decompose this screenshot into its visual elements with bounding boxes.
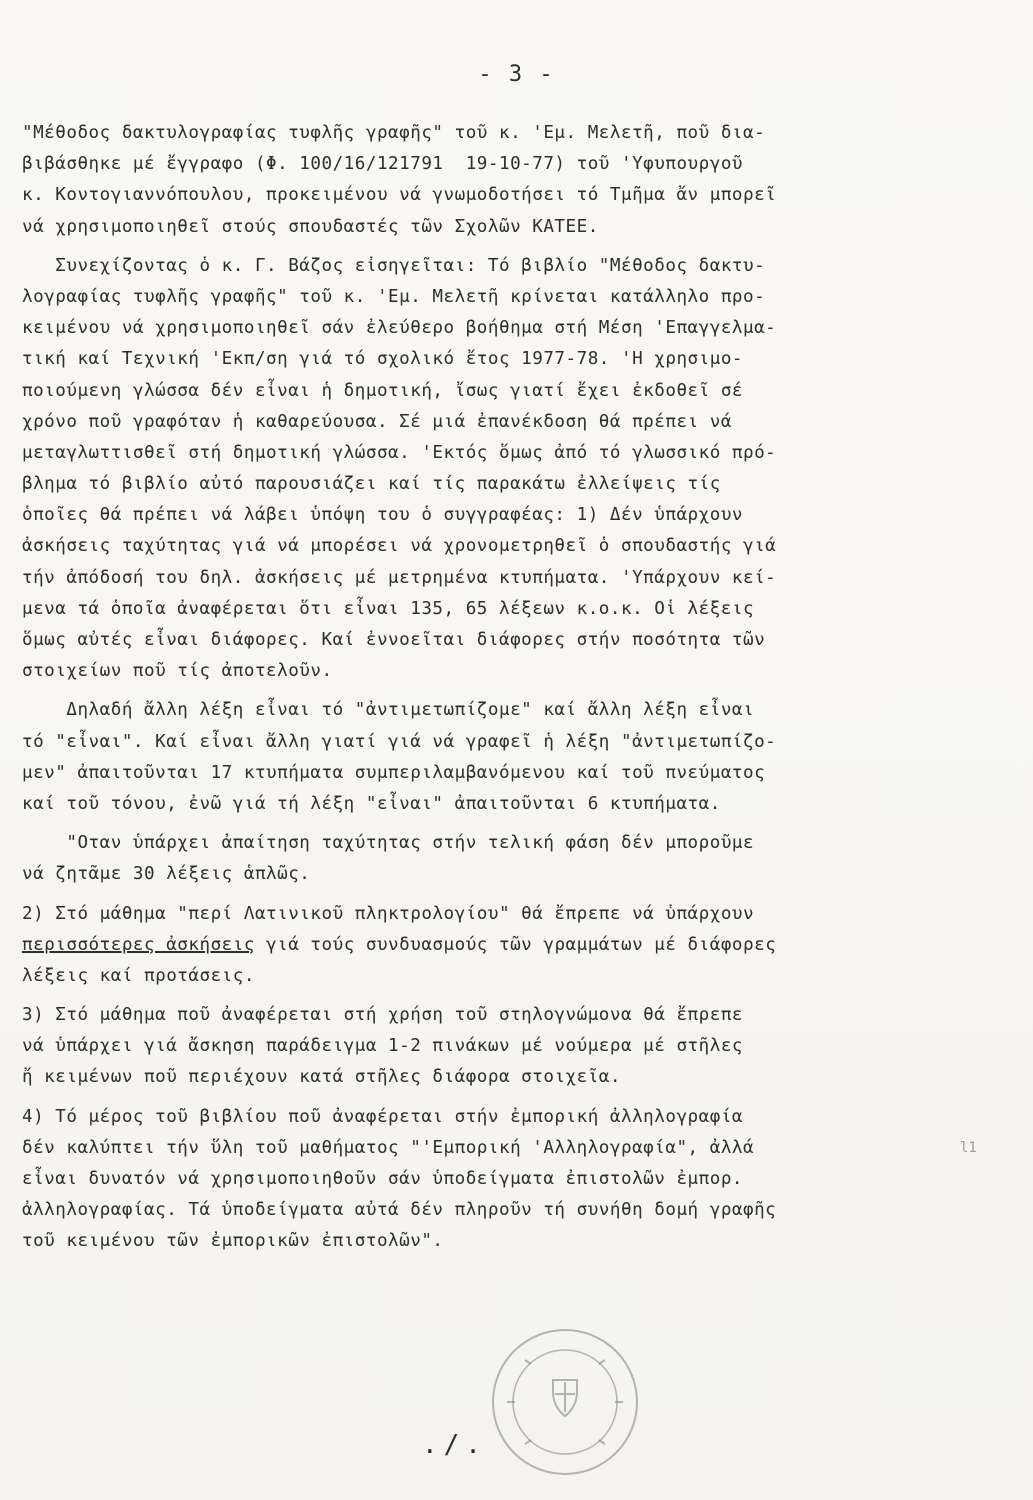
text-line: κ. Κοντογιαννόπουλου, προκειμένου νά γνωμοδοτήσει τό Τμῆμα ἄν μπορεῖ <box>22 185 777 206</box>
text-line: δέν καλύπτει τήν ὕλη τοῦ μαθήματος "'Εμπορική 'Αλληλογραφία", ἀλλά <box>22 1137 755 1158</box>
text-line: μενα τά ὁποῖα ἀναφέρεται ὅτι εἶναι 135, 65 λέξεων κ.ο.κ. Οἱ λέξεις <box>22 598 755 619</box>
continuation-mark: ./. <box>422 1430 487 1460</box>
text-line: νά ὑπάρχει γιά ἄσκηση παράδειγμα 1-2 πινάκων μέ νούμερα μέ στῆλες <box>22 1036 744 1057</box>
text-line: ἤ κειμένων ποῦ περιέχουν κατά στῆλες διάφορα στοιχεῖα. <box>22 1067 621 1088</box>
text-line: ὅμως αὐτές εἶναι διάφορες. Καί ἐννοεῖται διάφορες στήν ποσότητα τῶν <box>22 630 766 650</box>
text-line: μεταγλωττισθεῖ στή δημοτική γλώσσα. 'Εκτός ὅμως ἀπό τό γλωσσικό πρό- <box>22 442 777 463</box>
text-line: Συνεχίζοντας ὁ κ. Γ. Βάζος εἰσηγεῖται: Τό βιβλίο "Μέθοδος δακτυ- <box>22 255 766 276</box>
text-line: χρόνο ποῦ γραφόταν ἡ καθαρεύουσα. Σέ μιά ἐπανέκδοση θά πρέπει νά <box>22 411 732 432</box>
text-line: στοιχείων ποῦ τίς ἀποτελοῦν. <box>22 661 333 682</box>
text-line: τήν ἀπόδοσή του δηλ. ἀσκήσεις μέ μετρημένα κτυπήματα. 'Υπάρχουν κεί- <box>22 567 777 588</box>
text-line: τοῦ κειμένου τῶν ἐμπορικῶν ἐπιστολῶν". <box>22 1231 444 1252</box>
margin-mark: l1 <box>960 1140 977 1156</box>
text-line: βιβάσθηκε μέ ἔγγραφο (Φ. 100/16/121791 19-10-77) τοῦ 'Υφυπουργοῦ <box>22 154 744 175</box>
text-line: Δηλαδή ἄλλη λέξη εἶναι τό "ἀντιμετωπίζομε" καί ἄλλη λέξη εἶναι <box>22 700 755 721</box>
text-line: κειμένου νά χρησιμοποιηθεῖ σάν ἐλεύθερο βοήθημα στή Μέση 'Επαγγελμα- <box>22 318 777 339</box>
text-line: τική καί Τεχνική 'Εκπ/ση γιά τό σχολικό ἔτος 1977-78. 'Η χρησιμο- <box>22 349 744 370</box>
text-line: ὁποῖες θά πρέπει νά λάβει ὑπόψη του ὁ συγγραφέας: 1) Δέν ὑπάρχουν <box>22 505 744 526</box>
text-line: βλημα τό βιβλίο αὐτό παρουσιάζει καί τίς παρακάτω ἐλλείψεις τίς <box>22 474 721 495</box>
text-line: ποιούμενη γλώσσα δέν εἶναι ἡ δημοτική, ἴσως γιατί ἔχει ἐκδοθεῖ σέ <box>22 380 744 401</box>
underlined-phrase: περισσότερες ἀσκήσεις <box>22 934 255 955</box>
text-line: μεν" ἀπαιτοῦνται 17 κτυπήματα συμπεριλαμβανόμενου καί τοῦ πνεύματος <box>22 762 766 783</box>
text-line: ἀλληλογραφίας. Τά ὑποδείγματα αὐτά δέν πληροῦν τή συνήθη δομή γραφῆς <box>22 1200 777 1221</box>
text-line: 3) Στό μάθημα ποῦ ἀναφέρεται στή χρήση τοῦ στηλογνώμονα θά ἔπρεπε <box>22 1005 744 1026</box>
text-line: λογραφίας τυφλῆς γραφῆς" τοῦ κ. 'Εμ. Μελετῆ κρίνεται κατάλληλο προ- <box>22 286 766 307</box>
text-line <box>22 930 997 961</box>
document-body <box>22 118 997 1258</box>
text-line: νά χρησιμοποιηθεῖ στούς σπουδαστές τῶν Σχολῶν ΚΑΤΕΕ. <box>22 216 599 237</box>
text-line: 4) Τό μέρος τοῦ βιβλίου ποῦ ἀναφέρεται στήν ἐμπορική ἀλληλογραφία <box>22 1106 744 1127</box>
page-number: - 3 - <box>478 62 555 87</box>
text-line: 2) Στό μάθημα "περί Λατινικοῦ πληκτρολογίου" θά ἔπρεπε νά ὑπάρχουν <box>22 903 755 924</box>
text-line: "Οταν ὑπάρχει ἀπαίτηση ταχύτητας στήν τελική φάση δέν μποροῦμε <box>22 833 755 854</box>
text-line: καί τοῦ τόνου, ἐνῶ γιά τή λέξη "εἶναι" ἀπαιτοῦνται 6 κτυπήματα. <box>22 793 721 814</box>
text-line: νά ζητᾶμε 30 λέξεις ἁπλῶς. <box>22 864 311 885</box>
official-stamp-icon <box>455 1320 670 1490</box>
text-line: ἀσκήσεις ταχύτητας γιά νά μπορέσει νά χρονομετρηθεῖ ὁ σπουδαστής γιά <box>22 536 777 557</box>
text-line: "Μέθοδος δακτυλογραφίας τυφλῆς γραφῆς" τοῦ κ. 'Εμ. Μελετῆ, ποῦ δια- <box>22 123 766 143</box>
text-line: τό "εἶναι". Καί εἶναι ἄλλη γιατί γιά νά γραφεῖ ἡ λέξη "ἀντιμετωπίζο- <box>22 731 777 752</box>
text-line: λέξεις καί προτάσεις. <box>22 965 255 986</box>
line-continuation: γιά τούς συνδυασμούς τῶν γραμμάτων μέ διάφορες <box>254 934 777 955</box>
text-line: εἶναι δυνατόν νά χρησιμοποιηθοῦν σάν ὑποδείγματα ἐπιστολῶν ἐμπορ. <box>22 1169 744 1189</box>
